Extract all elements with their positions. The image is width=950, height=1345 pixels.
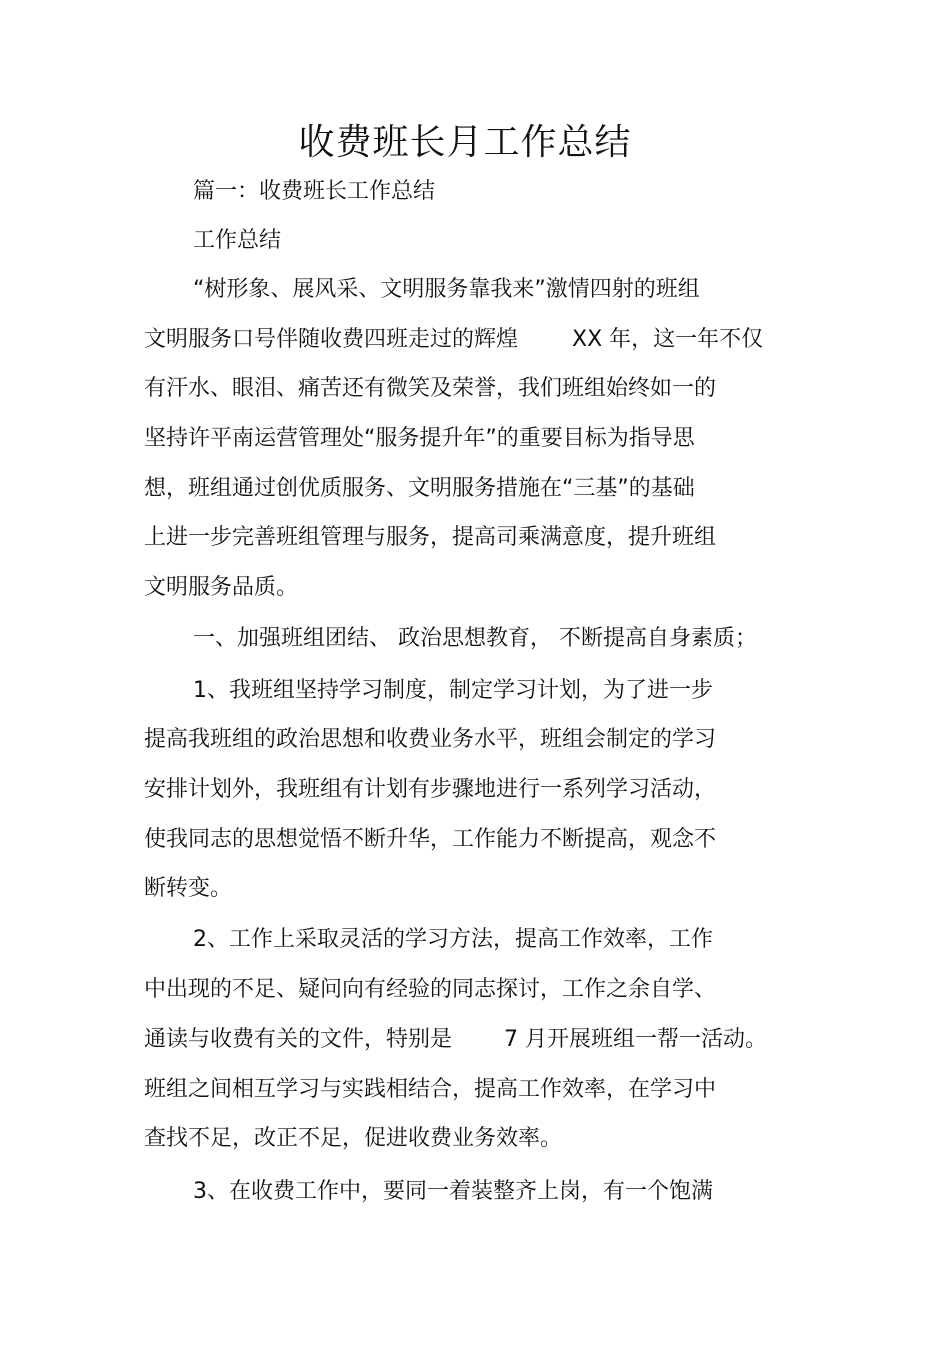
paragraph-line-row — [144, 1025, 767, 1055]
paragraph-line: 班组之间相互学习与实践相结合，提高工作效率，在学习中 — [144, 1077, 717, 1102]
paragraph-line: 断转变。 — [144, 876, 233, 901]
paragraph-line: “树形象、展风采、文明服务靠我来”激情四射的班组 — [193, 277, 700, 302]
paragraph-line: 中出现的不足、疑问向有经验的同志探讨，工作之余自学、 — [144, 977, 717, 1002]
paragraph-line: 上进一步完善班组管理与服务，提高司乘满意度，提升班组 — [144, 525, 717, 550]
paragraph-line: 有汗水、眼泪、痛苦还有微笑及荣誉，我们班组始终如一的 — [144, 376, 717, 401]
paragraph-line-row — [144, 325, 763, 355]
section-heading-2: 一、加强班组团结、 政治思想教育， 不断提高自身素质； — [193, 626, 757, 651]
paragraph-line: XX 年，这一年不仅 — [572, 327, 764, 352]
paragraph-line: 文明服务口号伴随收费四班走过的辉煌 — [144, 327, 519, 352]
paragraph-line: 1、我班组坚持学习制度，制定学习计划，为了进一步 — [193, 678, 713, 703]
paragraph-line: 查找不足，改正不足，促进收费业务效率。 — [144, 1126, 563, 1151]
paragraph-heading: 工作总结 — [193, 228, 282, 253]
paragraph-line: 文明服务品质。 — [144, 575, 299, 600]
section-heading-1: 篇一：收费班长工作总结 — [193, 179, 436, 204]
paragraph-line: 7 月开展班组一帮一活动。 — [504, 1027, 768, 1052]
paragraph-line: 安排计划外，我班组有计划有步骤地进行一系列学习活动， — [144, 777, 717, 802]
paragraph-line: 使我同志的思想觉悟不断升华，工作能力不断提高，观念不 — [144, 827, 717, 852]
paragraph-line: 想，班组通过创优质服务、文明服务措施在“三基”的基础 — [144, 476, 695, 501]
paragraph-line: 坚持许平南运营管理处“服务提升年”的重要目标为指导思 — [144, 426, 695, 451]
paragraph-line: 通读与收费有关的文件，特别是 — [144, 1027, 453, 1052]
paragraph-line: 提高我班组的政治思想和收费业务水平，班组会制定的学习 — [144, 727, 717, 752]
paragraph-line: 3、在收费工作中，要同一着装整齐上岗，有一个饱满 — [193, 1179, 713, 1204]
paragraph-line: 2、工作上采取灵活的学习方法，提高工作效率，工作 — [193, 927, 713, 952]
document-title: 收费班长月工作总结 — [298, 122, 632, 163]
